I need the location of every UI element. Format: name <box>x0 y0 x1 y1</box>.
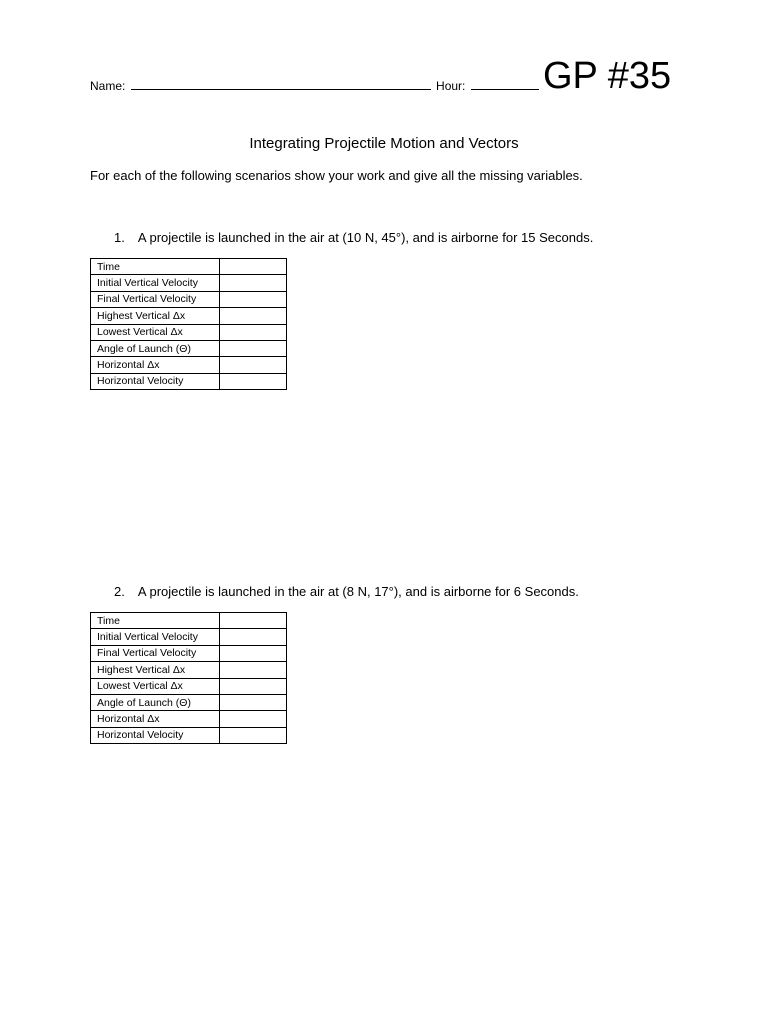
row-label: Horizontal Δx <box>91 357 220 373</box>
answer-cell <box>220 324 287 340</box>
table-row <box>91 613 287 629</box>
question-number: 2. <box>114 584 125 599</box>
row-label: Initial Vertical Velocity <box>91 629 220 645</box>
name-blank <box>131 88 431 90</box>
row-label: Time <box>91 259 220 275</box>
answer-cell <box>220 694 287 710</box>
question-1 <box>114 230 593 245</box>
row-label: Horizontal Velocity <box>91 727 220 743</box>
table-row <box>91 308 287 324</box>
instructions: For each of the following scenarios show your work and give all the missing variables. <box>90 168 583 183</box>
answer-cell <box>220 357 287 373</box>
row-label: Highest Vertical Δx <box>91 662 220 678</box>
table-row <box>91 275 287 291</box>
answer-cell <box>220 373 287 389</box>
question-text: A projectile is launched in the air at (8 N, 17°), and is airborne for 6 Seconds. <box>137 584 579 599</box>
table-row <box>91 711 287 727</box>
table-row <box>91 259 287 275</box>
variables-table-1 <box>90 258 287 390</box>
row-label: Final Vertical Velocity <box>91 645 220 661</box>
assignment-number: GP #35 <box>543 55 672 97</box>
answer-cell <box>220 340 287 356</box>
row-label: Lowest Vertical Δx <box>91 678 220 694</box>
table-row <box>91 291 287 307</box>
table-row <box>91 645 287 661</box>
question-text: A projectile is launched in the air at (10 N, 45°), and is airborne for 15 Seconds. <box>137 230 594 245</box>
table-row <box>91 340 287 356</box>
answer-cell <box>220 711 287 727</box>
hour-blank <box>471 88 539 90</box>
row-label: Angle of Launch (Θ) <box>91 694 220 710</box>
name-label: Name: <box>90 79 126 93</box>
table-row <box>91 324 287 340</box>
table-row <box>91 727 287 743</box>
row-label: Highest Vertical Δx <box>91 308 220 324</box>
row-label: Horizontal Velocity <box>91 373 220 389</box>
row-label: Lowest Vertical Δx <box>91 324 220 340</box>
row-label: Angle of Launch (Θ) <box>91 340 220 356</box>
question-2 <box>114 584 579 599</box>
name-hour-line <box>90 79 541 93</box>
row-label: Initial Vertical Velocity <box>91 275 220 291</box>
table-row <box>91 662 287 678</box>
document-title: Integrating Projectile Motion and Vectors <box>249 135 519 152</box>
table-row <box>91 373 287 389</box>
answer-cell <box>220 678 287 694</box>
answer-cell <box>220 275 287 291</box>
answer-cell <box>220 613 287 629</box>
answer-cell <box>220 662 287 678</box>
table-row <box>91 629 287 645</box>
answer-cell <box>220 629 287 645</box>
table-row <box>91 694 287 710</box>
answer-cell <box>220 259 287 275</box>
question-number: 1. <box>114 230 125 245</box>
hour-label: Hour: <box>436 79 466 93</box>
answer-cell <box>220 308 287 324</box>
table-row <box>91 678 287 694</box>
answer-cell <box>220 727 287 743</box>
answer-cell <box>220 291 287 307</box>
row-label: Time <box>91 613 220 629</box>
row-label: Horizontal Δx <box>91 711 220 727</box>
variables-table-2 <box>90 612 287 744</box>
table-row <box>91 357 287 373</box>
answer-cell <box>220 645 287 661</box>
row-label: Final Vertical Velocity <box>91 291 220 307</box>
